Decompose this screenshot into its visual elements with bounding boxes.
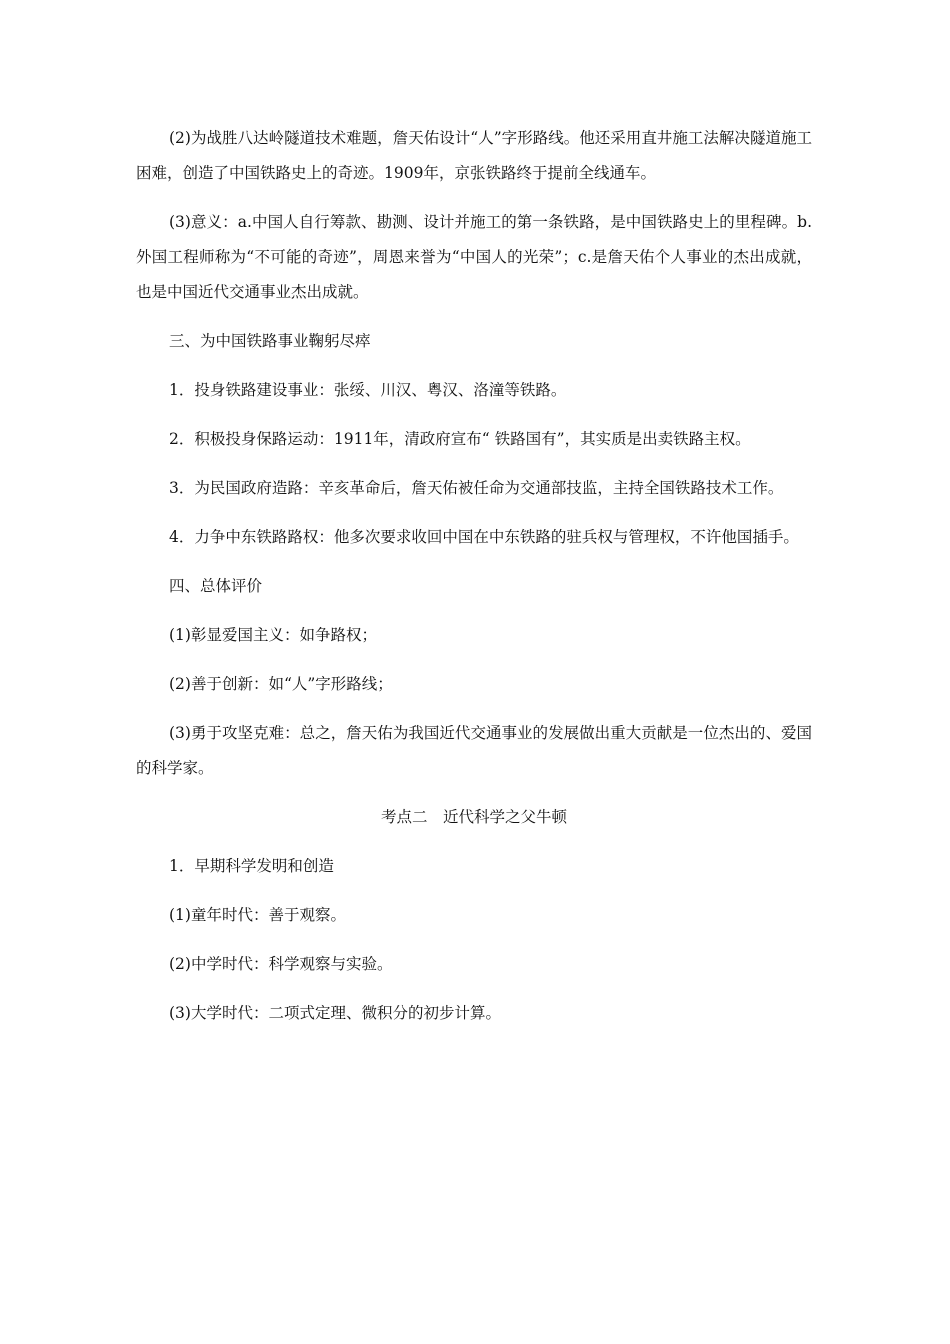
- list-item-railway-construction: 1．投身铁路建设事业：张绥、川汉、粤汉、洛潼等铁路。: [169, 381, 567, 399]
- list-item-early-inventions: 1．早期科学发明和创造: [169, 857, 334, 875]
- subitem-childhood: (1)童年时代：善于观察。: [169, 906, 346, 924]
- evaluation-item-innovation: (2)善于创新：如“人”字形路线；: [169, 675, 393, 693]
- evaluation-item-patriotism: (1)彰显爱国主义：如争路权；: [169, 626, 377, 644]
- subitem-university: (3)大学时代：二项式定理、微积分的初步计算。: [169, 1004, 501, 1022]
- list-item-government-roads: 3．为民国政府造路：辛亥革命后，詹天佑被任命为交通部技监，主持全国铁路技术工作。: [169, 479, 784, 497]
- section-heading-railway-career: 三、为中国铁路事业鞠躬尽瘁: [169, 332, 371, 350]
- topic-heading-newton: 考点二 近代科学之父牛顿: [380, 808, 567, 826]
- list-item-chinese-eastern-railway: 4．力争中东铁路路权：他多次要求收回中国在中东铁路的驻兵权与管理权，不许他国插手。: [169, 528, 799, 546]
- subitem-middle-school: (2)中学时代：科学观察与实验。: [169, 955, 393, 973]
- list-item-railway-protection: 2．积极投身保路运动：1911年，清政府宣布“ 铁路国有”，其实质是出卖铁路主权。: [169, 430, 751, 448]
- document-body: [136, 121, 812, 1045]
- section-heading-overall-evaluation: 四、总体评价: [169, 577, 263, 595]
- evaluation-item-perseverance: (3)勇于攻坚克难：总之，詹天佑为我国近代交通事业的发展做出重大贡献是一位杰出的、爱国的科学家。: [136, 724, 812, 777]
- paragraph-badaling-tunnel: (2)为战胜八达岭隧道技术难题，詹天佑设计“人”字形路线。他还采用直井施工法解决隧道施工困难，创造了中国铁路史上的奇迹。1909年，京张铁路终于提前全线通车。: [136, 129, 812, 182]
- paragraph-significance: (3)意义：a.中国人自行筹款、勘测、设计并施工的第一条铁路，是中国铁路史上的里程碑。b.外国工程师称为“不可能的奇迹”，周恩来誉为“中国人的光荣”；c.是詹天佑个人事业的杰出成就，也是中国近代交通事业杰出成就。: [136, 213, 812, 301]
